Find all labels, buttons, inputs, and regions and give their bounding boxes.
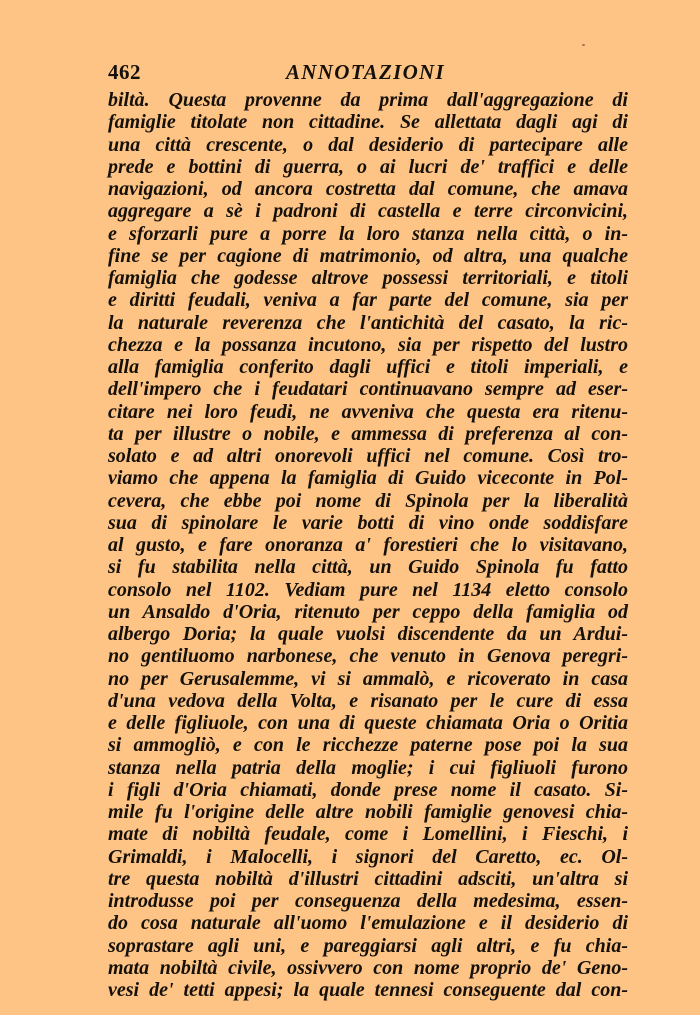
text-line: mile fu l'origine delle altre nobili famiglie genovesi chia- — [108, 801, 628, 823]
text-line: un Ansaldo d'Oria, ritenuto per ceppo della famiglia od — [108, 600, 628, 623]
text-line: si ammogliò, e con le ricchezze paterne pose poi la sua — [108, 734, 628, 757]
text-line: navigazioni, od ancora costretta dal comune, che amava — [108, 178, 628, 200]
text-line: no gentiluomo narbonese, che venuto in Genova peregri- — [108, 645, 628, 668]
text-line: prede e bottini di guerra, o ai lucri de' traffici e delle — [108, 155, 628, 178]
text-line: si fu stabilita nella città, un Guido Spinola fu fatto — [108, 556, 628, 579]
text-line: e sforzarli pure a porre la loro stanza nella città, o in- — [108, 222, 628, 245]
text-line: la naturale reverenza che l'antichità del casato, la ric- — [108, 311, 628, 334]
text-line: introdusse poi per conseguenza della medesima, essen- — [108, 890, 628, 912]
text-line: citare nei loro feudi, ne avveniva che questa era ritenu- — [108, 400, 628, 423]
text-line: viamo che appena la famiglia di Guido viceconte in Pol- — [108, 467, 628, 490]
text-line: mata nobiltà civile, ossivvero con nome proprio de' Geno- — [108, 956, 628, 979]
text-line: chezza e la possanza incutono, sia per rispetto del lustro — [108, 333, 628, 356]
text-line: famiglia che godesse altrove possessi territoriali, e titoli — [108, 267, 628, 289]
text-line: al gusto, e fare onoranza a' forestieri che lo visitavano, — [108, 534, 628, 556]
text-line: consolo nel 1102. Vediam pure nel 1134 eletto consolo — [108, 578, 628, 601]
text-line: do cosa naturale all'uomo l'emulazione e il desiderio di — [108, 912, 628, 935]
text-line: una città crescente, o dal desiderio di partecipare alle — [108, 133, 628, 156]
text-line: albergo Doria; la quale vuolsi discendente da un Ardui- — [108, 623, 628, 645]
page-header — [108, 60, 628, 88]
text-line: e delle figliuole, con una di queste chiamata Oria o Oritia — [108, 712, 628, 734]
text-line: sua di spinolare le varie botti di vino onde soddisfare — [108, 511, 628, 534]
text-line: stanza nella patria della moglie; i cui figliuoli furono — [108, 756, 628, 779]
text-line: solato e ad altri onorevoli uffici nel comune. Così tro- — [108, 445, 628, 467]
text-line: alla famiglia conferito dagli uffici e titoli imperiali, e — [108, 356, 628, 378]
paper-speck — [582, 44, 585, 46]
text-line: no per Gerusalemme, vi si ammalò, e ricoverato in casa — [108, 667, 628, 690]
text-line: e diritti feudali, veniva a far parte del comune, sia per — [108, 289, 628, 312]
page-number: 462 — [108, 60, 141, 84]
text-line: aggregare a sè i padroni di castella e terre circonvicini, — [108, 200, 628, 223]
running-head: ANNOTAZIONI — [286, 60, 445, 84]
text-line: fine se per cagione di matrimonio, od altra, una qualche — [108, 244, 628, 267]
text-line: ta per illustre o nobile, e ammessa di preferenza al con- — [108, 422, 628, 445]
text-line: cevera, che ebbe poi nome di Spinola per la liberalità — [108, 489, 628, 512]
text-line: i figli d'Oria chiamati, donde prese nome il casato. Si- — [108, 778, 628, 801]
text-line: famiglie titolate non cittadine. Se allettata dagli agi di — [108, 111, 628, 134]
text-line: d'una vedova della Volta, e risanato per le cure di essa — [108, 689, 628, 712]
text-line: tre questa nobiltà d'illustri cittadini adsciti, un'altra si — [108, 867, 628, 890]
text-line: vesi de' tetti appesi; la quale tennesi conseguente dal con- — [108, 979, 628, 1001]
text-line: biltà. Questa provenne da prima dall'aggregazione di — [108, 89, 628, 111]
text-line: soprastare agli uni, e pareggiarsi agli altri, e fu chia- — [108, 934, 628, 957]
annotation-text — [108, 89, 628, 1001]
text-line: dell'impero che i feudatari continuavano sempre ad eser- — [108, 378, 628, 401]
text-line: Grimaldi, i Malocelli, i signori del Caretto, ec. Ol- — [108, 845, 628, 868]
text-line: mate di nobiltà feudale, come i Lomellini, i Fieschi, i — [108, 823, 628, 846]
